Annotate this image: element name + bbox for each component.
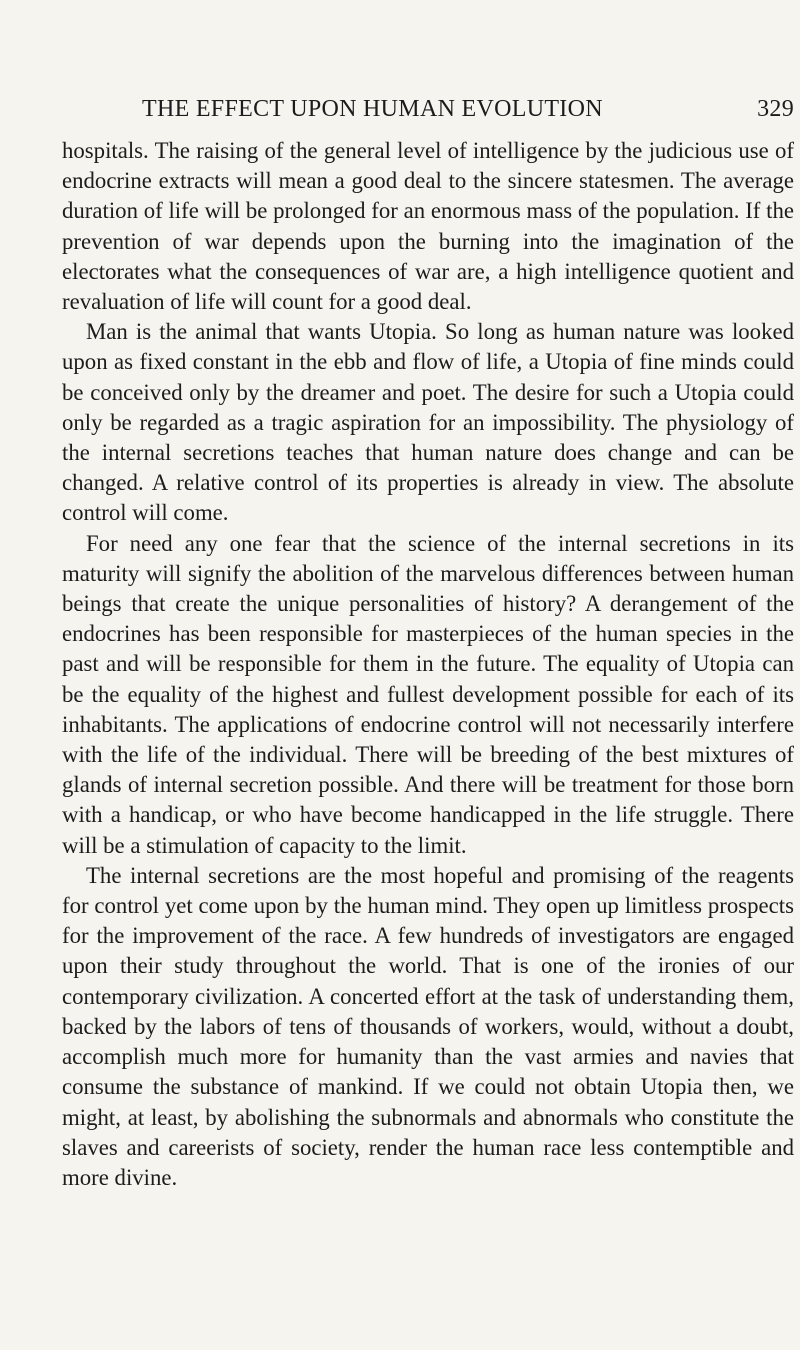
- paragraph-utopia: Man is the animal that wants Utopia. So long as human nature was looked upon as fixed constant in the ebb and flow of life, a Utopia of fine minds could be conceived only by the dreamer and poet. The desire for such a Utopia could only be regarded as a tragic aspiration for an impossibility. The physiology of the internal secretions teaches that human nature does change and can be changed. A relative control of its properties is already in view. The absolute control will come.: [62, 319, 794, 526]
- page-number: 329: [757, 96, 794, 122]
- body-text: [62, 136, 794, 1193]
- paragraph-continuation: hospitals. The raising of the general level of intelligence by the judicious use of endocrine extracts will mean a good deal to the sincere statesmen. The average duration of life will be prolonged for an enormous mass of the population. If the prevention of war depends upon the burning into the imagination of the electorates what the consequences of war are, a high intelligence quotient and revaluation of life will count for a good deal.: [62, 138, 794, 315]
- running-header: [142, 96, 794, 126]
- paragraph-differences: For need any one fear that the science of the internal secretions in its maturity will signify the abolition of the marvelous differences between human beings that create the unique personalities of history? A derangement of the endocrines has been responsible for masterpieces of the human species in the past and will be responsible for them in the future. The equality of Utopia can be the equality of the highest and fullest development possible for each of its inhabitants. The applications of endocrine control will not necessarily interfere with the life of the individual. There will be breeding of the best mixtures of glands of internal secretion possible. And there will be treatment for those born with a handicap, or who have become handicapped in the life struggle. There will be a stimulation of capacity to the limit.: [62, 530, 794, 858]
- running-title: THE EFFECT UPON HUMAN EVOLUTION: [142, 96, 603, 122]
- paragraph-internal-secretions: The internal secretions are the most hopeful and promising of the reagents for control yet come upon by the human mind. They open up limitless prospects for the improvement of the race. A few hundreds of investigators are engaged upon their study throughout the world. That is one of the ironies of our contemporary civilization. A concerted effort at the task of understanding them, backed by the labors of tens of thousands of workers, would, without a doubt, accomplish much more for humanity than the vast armies and navies that consume the substance of mankind. If we could not obtain Utopia then, we might, at least, by abolishing the subnormals and abnormals who constitute the slaves and careerists of society, render the human race less contemptible and more divine.: [62, 862, 794, 1190]
